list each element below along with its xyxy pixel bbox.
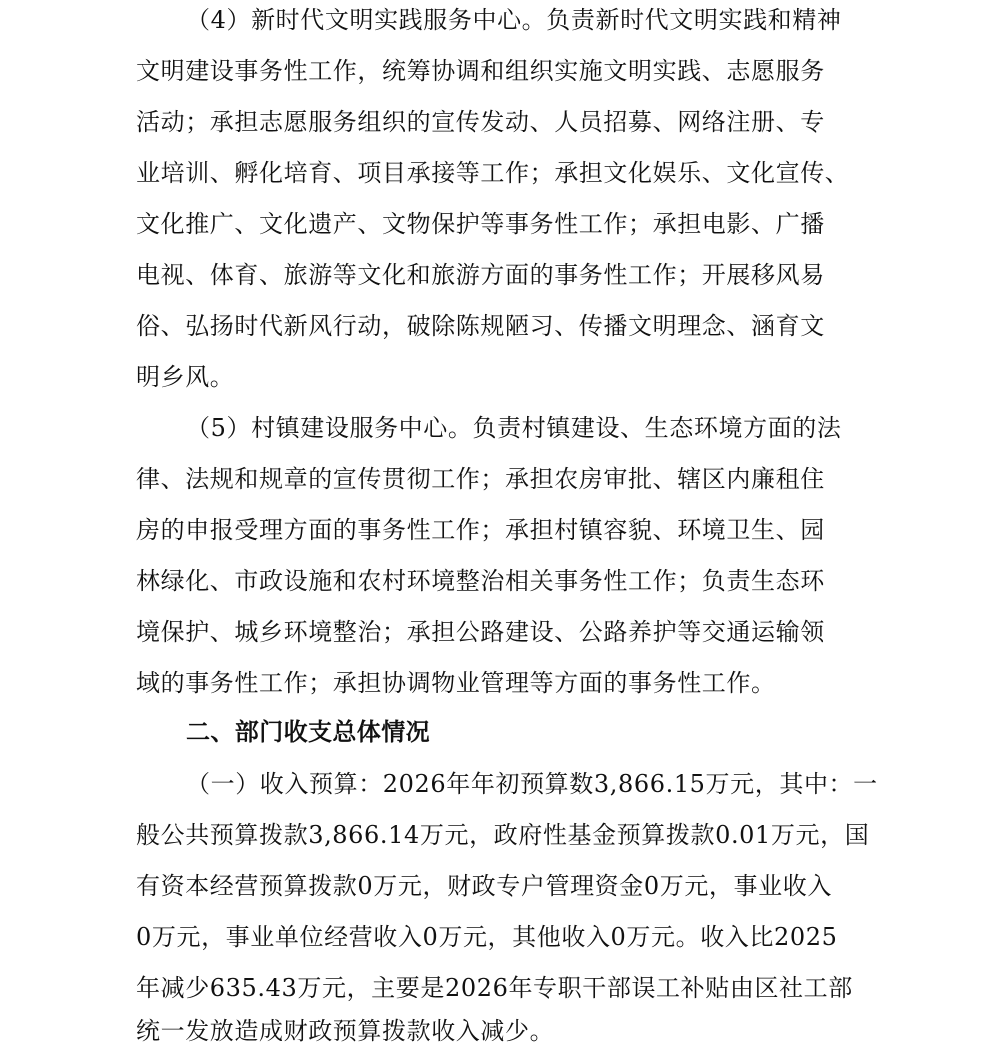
income-paragraph-line-2: 般公共预算拨款3,866.14万元，政府性基金预算拨款0.01万元，国 — [136, 821, 870, 849]
paragraph-4-line-5: 文化推广、文化遗产、文物保护等事务性工作；承担电影、广播 — [136, 210, 825, 238]
paragraph-4-line-2: 文明建设事务性工作，统筹协调和组织实施文明实践、志愿服务 — [136, 57, 825, 85]
paragraph-4-line-6: 电视、体育、旅游等文化和旅游方面的事务性工作；开展移风易 — [136, 261, 825, 289]
paragraph-5-line-5: 境保护、城乡环境整治；承担公路建设、公路养护等交通运输领 — [136, 618, 825, 646]
paragraph-4-line-1: （4）新时代文明实践服务中心。负责新时代文明实践和精神 — [186, 6, 842, 34]
paragraph-5-line-4: 林绿化、市政设施和农村环境整治相关事务性工作；负责生态环 — [136, 567, 825, 595]
income-paragraph-line-1: （一）收入预算：2026年年初预算数3,866.15万元，其中：一 — [186, 770, 878, 798]
paragraph-4-line-3: 活动；承担志愿服务组织的宣传发动、人员招募、网络注册、专 — [136, 108, 825, 136]
income-paragraph-line-3: 有资本经营预算拨款0万元，财政专户管理资金0万元，事业收入 — [136, 872, 832, 900]
section-heading: 二、部门收支总体情况 — [186, 718, 430, 746]
income-paragraph-line-4: 0万元，事业单位经营收入0万元，其他收入0万元。收入比2025 — [136, 923, 838, 951]
paragraph-5-line-3: 房的申报受理方面的事务性工作；承担村镇容貌、环境卫生、园 — [136, 516, 825, 544]
paragraph-4-line-8: 明乡风。 — [136, 363, 235, 391]
income-paragraph-line-5: 年减少635.43万元，主要是2026年专职干部误工补贴由区社工部 — [136, 974, 853, 1002]
paragraph-5-line-2: 律、法规和规章的宣传贯彻工作；承担农房审批、辖区内廉租住 — [136, 465, 825, 493]
paragraph-5-line-6: 域的事务性工作；承担协调物业管理等方面的事务性工作。 — [136, 669, 776, 697]
paragraph-4-line-4: 业培训、孵化培育、项目承接等工作；承担文化娱乐、文化宣传、 — [136, 159, 850, 187]
paragraph-5-line-1: （5）村镇建设服务中心。负责村镇建设、生态环境方面的法 — [186, 414, 842, 442]
paragraph-4-line-7: 俗、弘扬时代新风行动，破除陈规陋习、传播文明理念、涵育文 — [136, 312, 825, 340]
income-paragraph-line-6: 统一发放造成财政预算拨款收入减少。 — [136, 1017, 555, 1045]
